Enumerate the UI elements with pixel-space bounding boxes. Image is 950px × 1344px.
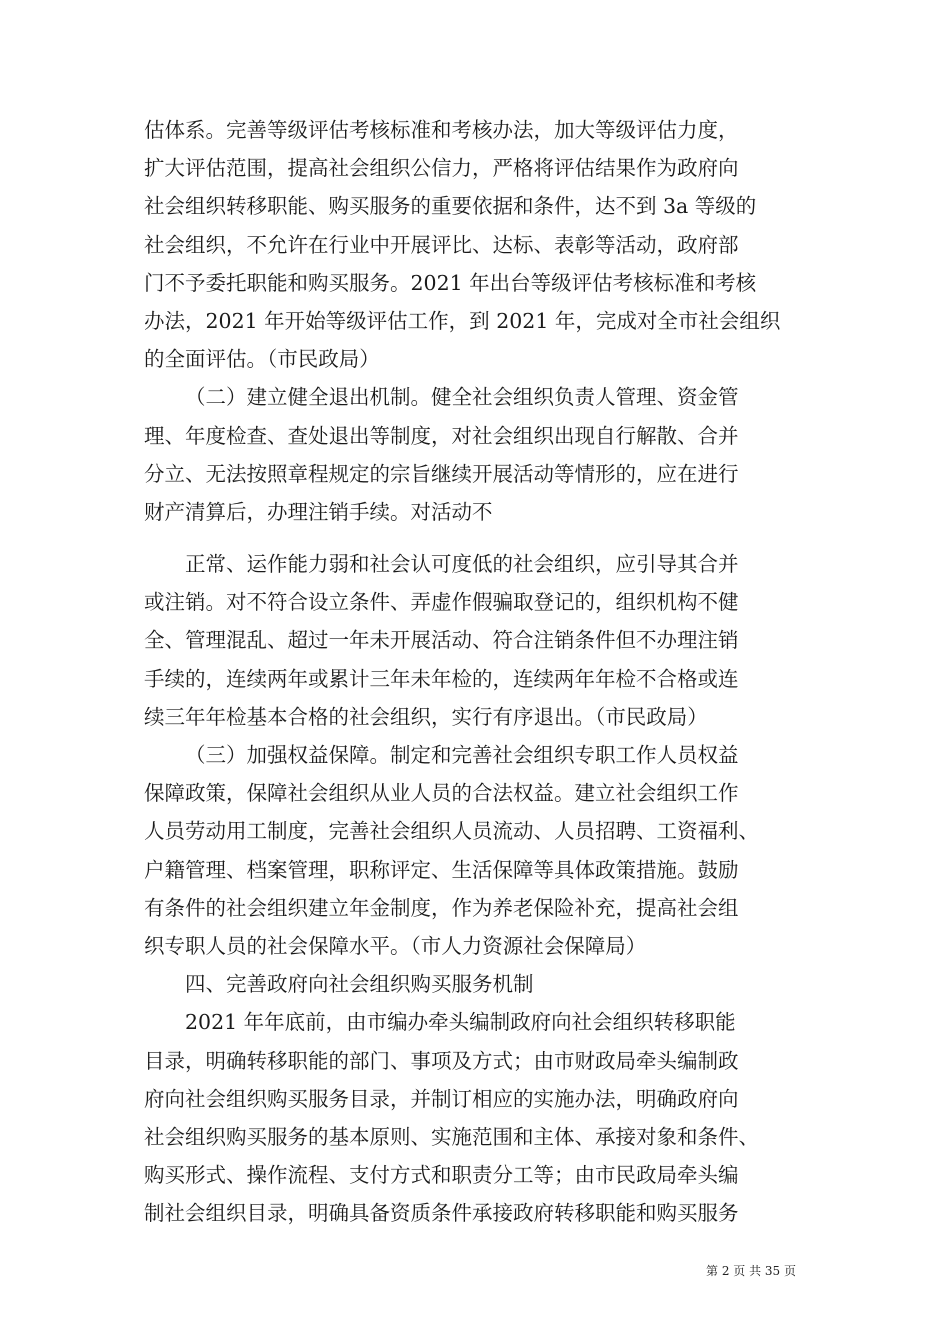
text-line: 制社会组织目录，明确具备资质条件承接政府转移职能和购买服务 [144,1201,739,1226]
text-line: 购买形式、操作流程、支付方式和职责分工等；由市民政局牵头编 [144,1163,739,1188]
document-body [144,111,812,1232]
text-line: 财产清算后，办理注销手续。对活动不 [144,499,493,524]
text-line: 续三年年检基本合格的社会组织，实行有序退出。（市民政局） [144,704,708,729]
text-line: 或注销。对不符合设立条件、弄虚作假骗取登记的，组织机构不健 [144,590,739,615]
text-line: 办法，2021 年开始等级评估工作，到 2021 年，完成对全市社会组织 [144,308,781,333]
text-line: 分立、无法按照章程规定的宗旨继续开展活动等情形的，应在进行 [144,461,739,486]
text-line: 社会组织，不允许在行业中开展评比、达标、表彰等活动，政府部 [144,232,739,257]
text-line: 织专职人员的社会保障水平。（市人力资源社会保障局） [144,933,647,958]
paragraph-start: 正常、运作能力弱和社会认可度低的社会组织，应引导其合并 [185,552,739,577]
text-line: 社会组织转移职能、购买服务的重要依据和条件，达不到 3a 等级的 [144,194,757,219]
paragraph-gap [144,531,812,545]
text-line: 估体系。完善等级评估考核标准和考核办法，加大等级评估力度， [144,118,739,142]
text-line: 户籍管理、档案管理，职称评定、生活保障等具体政策措施。鼓励 [144,857,739,882]
section-heading: 四、完善政府向社会组织购买服务机制 [185,972,534,997]
paragraph-start: 2021 年年底前，由市编办牵头编制政府向社会组织转移职能 [185,1010,736,1035]
text-line: 社会组织购买服务的基本原则、实施范围和主体、承接对象和条件、 [144,1124,759,1149]
text-line: 门不予委托职能和购买服务。2021 年出台等级评估考核标准和考核 [144,270,757,295]
page-number: 第 2 页 共 35 页 [706,1264,796,1278]
text-line: 有条件的社会组织建立年金制度，作为养老保险补充，提高社会组 [144,895,739,920]
text-line: 目录，明确转移职能的部门、事项及方式；由市财政局牵头编制政 [144,1048,739,1073]
text-line: 保障政策，保障社会组织从业人员的合法权益。建立社会组织工作 [144,781,739,806]
text-line: 府向社会组织购买服务目录，并制订相应的实施办法，明确政府向 [144,1086,739,1111]
text-line: 扩大评估范围，提高社会组织公信力，严格将评估结果作为政府向 [144,156,739,181]
text-line: 人员劳动用工制度，完善社会组织人员流动、人员招聘、工资福利、 [144,819,759,844]
paragraph-start: （三）加强权益保障。制定和完善社会组织专职工作人员权益 [185,743,739,767]
paragraph-start: （二）建立健全退出机制。健全社会组织负责人管理、资金管 [185,385,739,410]
text-line: 理、年度检查、查处退出等制度，对社会组织出现自行解散、合并 [144,423,739,448]
text-line: 的全面评估。（市民政局） [144,347,380,372]
text-line: 全、管理混乱、超过一年未开展活动、符合注销条件但不办理注销 [144,628,739,653]
text-line: 手续的，连续两年或累计三年未年检的，连续两年年检不合格或连 [144,666,739,691]
